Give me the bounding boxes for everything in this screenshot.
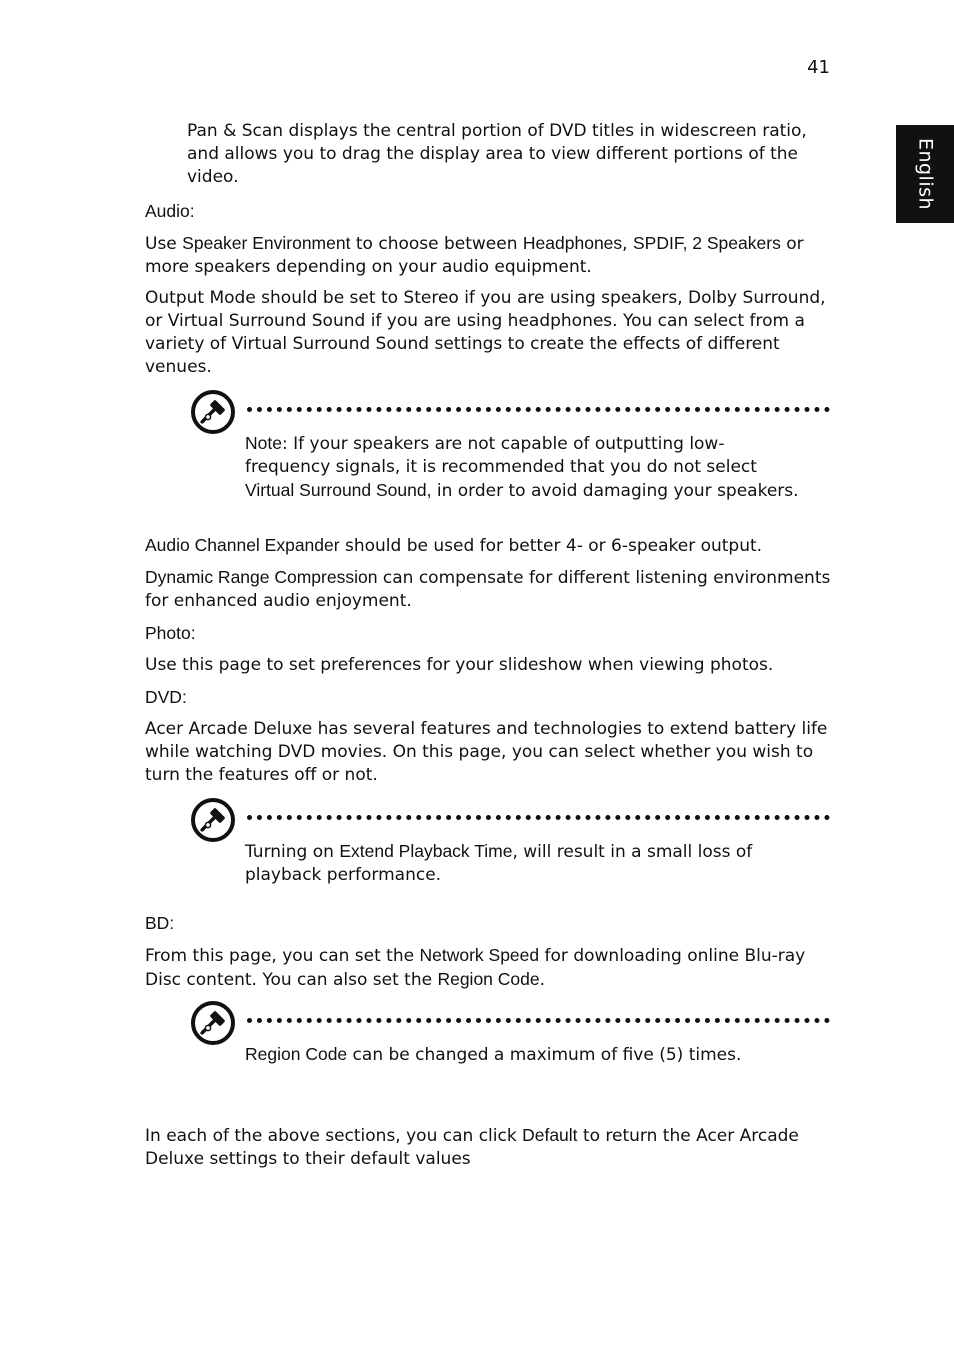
term-spdif-2-speakers: SPDIF, 2 Speakers <box>632 233 781 253</box>
language-side-tab <box>896 125 954 223</box>
note-divider <box>247 407 830 412</box>
text-run: . <box>539 970 546 990</box>
term-region-code: Region Code <box>437 969 540 989</box>
text-run: in order to avoid damaging your speakers. <box>431 481 799 501</box>
dynamic-range-paragraph <box>145 566 835 613</box>
audio-output-mode-paragraph: Output Mode should be set to Stereo if you are using speakers, Dolby Surround, or Virtual Surround Sound if you are using headphones. You can select from a variety of Virtual Surround Sound settings to create the effects of different venues. <box>145 288 826 377</box>
text-run: can be changed a maximum of five (5) times. <box>347 1045 742 1065</box>
text-run: From this page, you can set the <box>145 946 420 966</box>
bd-heading: BD: <box>145 913 175 933</box>
audio-note-text <box>245 432 805 503</box>
note-pen-icon <box>190 389 236 435</box>
photo-heading: Photo: <box>145 623 196 643</box>
term-dynamic-range-compression: Dynamic Range Compression <box>145 567 378 587</box>
note-divider <box>247 815 830 820</box>
term-region-code: Region Code <box>245 1044 348 1064</box>
term-default: Default <box>522 1125 578 1145</box>
note-divider <box>247 1018 830 1023</box>
photo-paragraph: Use this page to set preferences for your slideshow when viewing photos. <box>145 655 774 675</box>
text-run: , <box>622 234 633 254</box>
page-number: 41 <box>807 57 830 78</box>
text-run: should be used for better 4- or 6-speaker output. <box>339 536 763 556</box>
term-extend-playback-time: Extend Playback Time <box>339 841 513 861</box>
language-side-tab-label: English <box>914 137 937 211</box>
bd-paragraph <box>145 944 835 992</box>
text-run: for downloading online Blu-ray Disc content. You can also set the <box>145 946 806 990</box>
text-run: Turning on <box>245 842 340 862</box>
note-pen-icon <box>190 1000 236 1046</box>
term-headphones: Headphones <box>522 233 623 253</box>
text-run: Use <box>145 234 183 254</box>
text-run: can compensate for different listening environments for enhanced audio enjoyment. <box>145 568 831 611</box>
note-pen-icon <box>190 797 236 843</box>
audio-channel-expander-paragraph <box>145 534 835 558</box>
dvd-paragraph: Acer Arcade Deluxe has several features and technologies to extend battery life while watching DVD movies. On this page, you can select whether you wish to turn the features off or not. <box>145 719 828 785</box>
audio-speaker-paragraph <box>145 232 835 279</box>
text-run: : If your speakers are not capable of outputting low-frequency signals, it is recommended that you do not select <box>245 434 757 477</box>
term-speaker-environment: Speaker Environment <box>182 233 351 253</box>
dvd-heading: DVD: <box>145 687 187 707</box>
bd-note-text <box>245 1043 805 1067</box>
text-run: , will result in a small loss of playback performance. <box>245 842 753 885</box>
pan-scan-paragraph: Pan & Scan displays the central portion of DVD titles in widescreen ratio, and allows you to drag the display area to view different portions of the video. <box>187 121 807 187</box>
term-audio-channel-expander: Audio Channel Expander <box>145 535 340 555</box>
audio-heading: Audio: <box>145 201 195 221</box>
text-run: In each of the above sections, you can click <box>145 1126 523 1146</box>
text-run: or more speakers depending on your audio equipment. <box>145 234 804 277</box>
closing-paragraph <box>145 1124 835 1171</box>
term-note: Note <box>245 433 282 453</box>
dvd-note-text <box>245 840 805 887</box>
term-network-speed: Network Speed <box>419 945 540 965</box>
text-run: to choose between <box>350 234 523 254</box>
term-virtual-surround-sound: Virtual Surround Sound, <box>245 480 432 500</box>
text-run: to return the Acer Arcade Deluxe settings to their default values <box>145 1126 799 1169</box>
